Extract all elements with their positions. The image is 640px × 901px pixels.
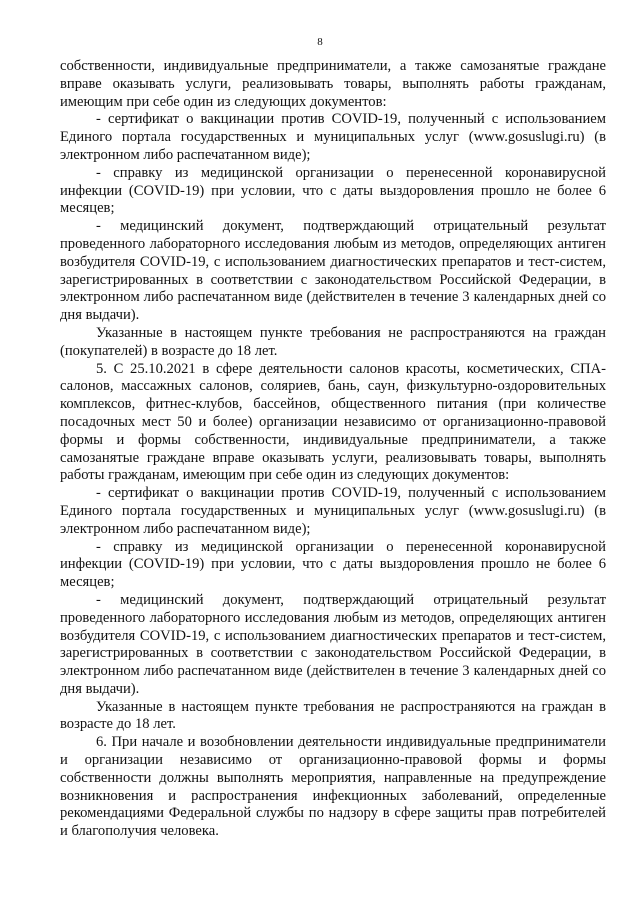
list-item: - справку из медицинской организации о перенесенной коронавирусной инфекции (COVID-19) при условии, что с даты выздоровления прошло не более 6 месяцев; [60, 164, 606, 217]
paragraph: Указанные в настоящем пункте требования не распространяются на граждан (покупателей) в возрасте до 18 лет. [60, 324, 606, 359]
page-number: 8 [317, 36, 323, 48]
list-item: - медицинский документ, подтверждающий отрицательный результат проведенного лабораторного исследования любым из методов, определяющих антиген возбудителя COVID-19, с использованием диагностических препаратов и тест-систем, зарегистрированных в соответствии с законодательством Российской Федерации, в электронном либо распечатанном виде (действителен в течение 3 календарных дней со дня выдачи). [60, 591, 606, 697]
paragraph: собственности, индивидуальные предприниматели, а также самозанятые граждане вправе оказывать услуги, реализовывать товары, выполнять работы гражданам, имеющим при себе один из следующих документов: [60, 58, 606, 110]
paragraph: 6. При начале и возобновлении деятельности индивидуальные предприниматели и организации независимо от организационно-правовой формы и формы собственности должны выполнять мероприятия, направленные на предупреждение возникновения и распространения инфекционных заболеваний, определенные рекомендациями Федеральной службы по надзору в сфере защиты прав потребителей и благополучия человека. [60, 734, 606, 840]
document-body [60, 58, 606, 841]
paragraph: 5. С 25.10.2021 в сфере деятельности салонов красоты, косметических, СПА-салонов, массажных салонов, соляриев, бань, саун, физкультурно-оздоровительных комплексов, фитнес-клубов, бассейнов, общественного питания (при количестве посадочных мест 50 и более) организации независимо от организационно-правовой формы и формы собственности, индивидуальные предприниматели, а также самозанятые граждане вправе оказывать услуги, реализовывать товары, выполнять работы гражданам, имеющим при себе один из следующих документов: [60, 360, 606, 484]
list-item: - сертификат о вакцинации против COVID-19, полученный с использованием Единого портала государственных и муниципальных услуг (www.gosuslugi.ru) (в электронном либо распечатанном виде); [60, 111, 606, 163]
paragraph: Указанные в настоящем пункте требования не распространяются на граждан в возрасте до 18 лет. [60, 698, 606, 733]
list-item: - сертификат о вакцинации против COVID-19, полученный с использованием Единого портала государственных и муниципальных услуг (www.gosuslugi.ru) (в электронном либо распечатанном виде); [60, 485, 606, 537]
list-item: - справку из медицинской организации о перенесенной коронавирусной инфекции (COVID-19) при условии, что с даты выздоровления прошло не более 6 месяцев; [60, 538, 606, 591]
list-item: - медицинский документ, подтверждающий отрицательный результат проведенного лабораторного исследования любым из методов, определяющих антиген возбудителя COVID-19, с использованием диагностических препаратов и тест-систем, зарегистрированных в соответствии с законодательством Российской Федерации, в электронном либо распечатанном виде (действителен в течение 3 календарных дней со дня выдачи). [60, 218, 606, 324]
